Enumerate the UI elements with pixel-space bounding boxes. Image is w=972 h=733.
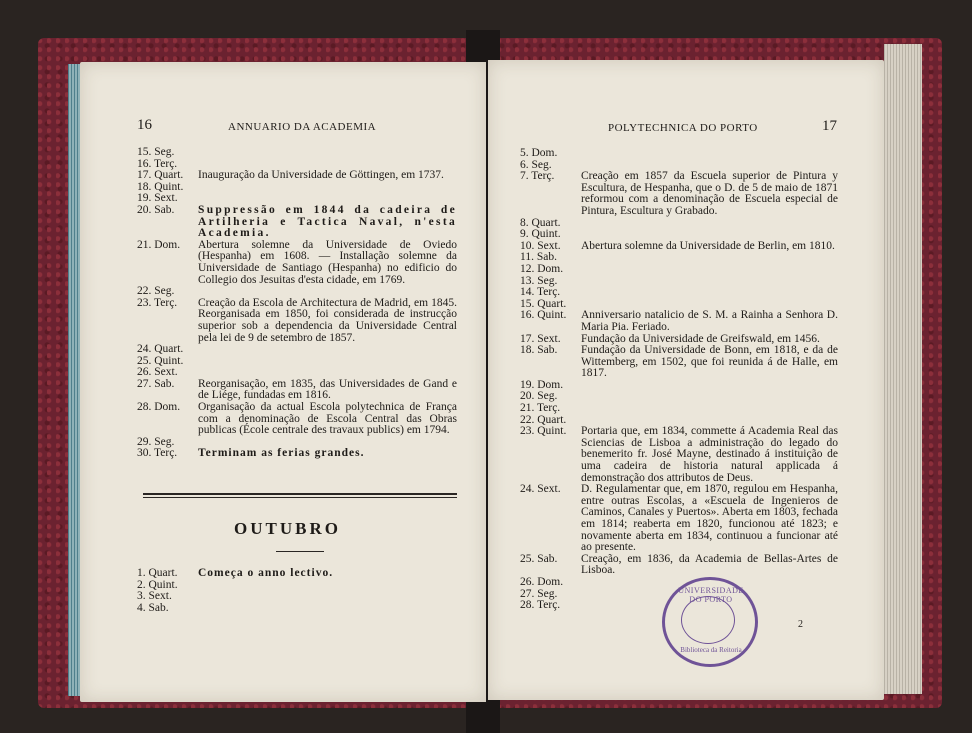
entry-text: Organisação da actual Escola polytechnica de França com a denominação de Escola Central das Obras publicas (École centrale des travaux publics) em 1794. (198, 401, 457, 437)
entry-date: 19. Dom. (520, 378, 564, 391)
entry-text (581, 264, 838, 276)
entry-date: 21. Dom. (137, 238, 181, 251)
entry-date: 19. Sext. (137, 192, 178, 205)
entry-date: 30. Terç. (137, 447, 178, 460)
entry-date: 25. Sab. (520, 552, 558, 565)
entry-date: 23. Quint. (520, 425, 567, 438)
left-running-header: ANNUARIO DA ACADEMIA (228, 121, 377, 133)
entry-text: Creação em 1857 da Escuela superior de Pintura y Escultura, de Hespanha, que o D. de 5 de maio de 1871 reformou com a denominação de Escuela especial de Pintura, Escultura y Grabado. (581, 170, 838, 217)
right-entries (520, 148, 838, 612)
entry-text: Suppressão em 1844 da cadeira de Artilheria e Tactica Naval, n'esta Academia. (198, 203, 457, 240)
right-page-edges (884, 44, 922, 694)
entry-text: Reorganisação, em 1835, das Universidades de Gand e de Liége, fundadas em 1816. (198, 377, 457, 402)
entry-date: 9. Quint. (520, 228, 561, 241)
calendar-entry (137, 240, 457, 286)
entry-date: 15. Seg. (137, 146, 175, 158)
calendar-entry (520, 380, 838, 392)
calendar-entry (137, 402, 457, 437)
entry-date: 8. Quart. (520, 216, 561, 229)
entry-date: 27. Seg. (520, 587, 558, 600)
calendar-entry (137, 580, 457, 592)
library-stamp (662, 577, 758, 667)
entry-text: D. Regulamentar que, em 1870, regulou em Hespanha, entre outras Escolas, a «Escuela de Ingenieros de Caminos, Canales y Puertos». Aberta em 1803, fechada em 1814; reaberta em 1820, funcionou até 1823; e novamente aberta em 1834, continuou a funcionar até ao presente. (581, 483, 838, 554)
entry-text (198, 356, 457, 368)
calendar-entry (520, 252, 838, 264)
entry-date: 20. Seg. (520, 390, 558, 403)
entry-date: 18. Sab. (520, 344, 558, 357)
entry-date: 10. Sext. (520, 239, 561, 252)
entry-date: 4. Sab. (137, 601, 169, 614)
entry-date: 16. Terç. (137, 157, 178, 170)
calendar-entry (520, 276, 838, 288)
entry-date: 11. Sab. (520, 251, 557, 264)
entry-text: Abertura solemne da Universidade de Oviedo (Hespanha) em 1608. — Installação solemne da Universidade de Santiago (Hespanha) no edificio do Collegio dos Jesuitas d'esta cidade, em 1769. (198, 238, 457, 286)
entry-text (581, 391, 838, 403)
entry-text (581, 218, 838, 230)
entry-text: Abertura solemne da Universidade de Berlin, em 1810. (581, 239, 835, 252)
entry-text (198, 344, 457, 356)
calendar-entry (137, 182, 457, 194)
calendar-entry (137, 205, 457, 240)
right-running-header: POLYTECHNICA DO PORTO (608, 122, 758, 134)
entry-date: 5. Dom. (520, 147, 558, 159)
entry-date: 13. Seg. (520, 274, 558, 287)
entry-date: 25. Quint. (137, 354, 184, 367)
entry-date: 20. Sab. (137, 203, 175, 216)
calendar-entry (137, 170, 457, 182)
calendar-entry (520, 554, 838, 577)
entry-text: Inauguração da Universidade de Göttingen, em 1737. (198, 169, 444, 182)
entry-date: 21. Terç. (520, 402, 561, 415)
month-heading: OUTUBRO (234, 519, 341, 538)
entry-date: 18. Quint. (137, 180, 184, 193)
entry-text (581, 380, 838, 392)
entry-text: Terminam as ferias grandes. (198, 447, 365, 460)
entry-text (581, 276, 838, 288)
entry-date: 24. Quart. (137, 343, 184, 356)
entry-text: Anniversario natalicio de S. M. a Rainha a Senhora D. Maria Pia. Feriado. (581, 309, 838, 333)
stamp-top-text: UNIVERSIDADE DO PORTO (678, 586, 744, 604)
stamp-inner-ring (681, 596, 735, 644)
stamp-bottom-text: Biblioteca da Reitoria (680, 646, 742, 654)
calendar-entry (520, 484, 838, 554)
entry-date: 7. Terç. (520, 170, 555, 183)
calendar-entry (520, 391, 838, 403)
calendar-entry (137, 568, 457, 580)
entry-date: 26. Dom. (520, 575, 564, 588)
entry-text (198, 182, 457, 194)
calendar-entry (137, 603, 457, 615)
month-underline (276, 551, 324, 552)
calendar-entry (137, 286, 457, 298)
calendar-entry (137, 147, 457, 159)
entry-text (198, 603, 457, 615)
entry-text (198, 580, 457, 592)
calendar-entry (520, 345, 838, 380)
entry-date: 17. Sext. (520, 332, 561, 345)
section-rule-top (143, 493, 457, 495)
calendar-entry (520, 287, 838, 299)
entry-date: 3. Sext. (137, 590, 172, 603)
entry-text (581, 229, 838, 241)
entry-date: 23. Terç. (137, 296, 178, 309)
calendar-entry (137, 448, 457, 460)
calendar-entry (137, 356, 457, 368)
calendar-entry (520, 148, 838, 160)
entry-date: 28. Terç. (520, 599, 561, 612)
entry-text (198, 147, 457, 159)
calendar-entry (520, 241, 838, 253)
left-page-number: 16 (137, 117, 152, 133)
month-entries (137, 568, 457, 614)
entry-date: 16. Quint. (520, 309, 567, 322)
entry-date: 17. Quart. (137, 169, 184, 182)
entry-text (198, 286, 457, 298)
entry-date: 29. Seg. (137, 435, 175, 448)
calendar-entry (137, 298, 457, 344)
entry-date: 28. Dom. (137, 401, 181, 414)
entry-text (581, 252, 838, 264)
left-entries (137, 147, 457, 460)
entry-text: Creação, em 1836, da Academia de Bellas-Artes de Lisboa. (581, 552, 838, 577)
entry-date: 1. Quart. (137, 567, 178, 579)
entry-date: 27. Sab. (137, 377, 175, 390)
entry-date: 15. Quart. (520, 297, 567, 310)
calendar-entry (137, 379, 457, 402)
calendar-entry (137, 591, 457, 603)
entry-date: 14. Terç. (520, 286, 561, 299)
calendar-entry (520, 426, 838, 484)
entry-date: 12. Dom. (520, 262, 564, 275)
signature-mark: 2 (798, 619, 803, 630)
entry-text (581, 287, 838, 299)
right-page-number: 17 (822, 118, 837, 134)
entry-text: Fundação da Universidade de Bonn, em 1818, e da de Wittemberg, em 1502, que foi reunida á de Halle, em 1817. (581, 344, 838, 380)
entry-date: 26. Sext. (137, 366, 178, 379)
entry-date: 22. Quart. (520, 413, 567, 426)
calendar-entry (520, 403, 838, 415)
entry-text (581, 403, 838, 415)
entry-text (581, 148, 838, 160)
calendar-entry (520, 171, 838, 217)
calendar-entry (520, 310, 838, 333)
calendar-entry (137, 344, 457, 356)
entry-date: 6. Seg. (520, 158, 552, 171)
calendar-entry (520, 218, 838, 230)
calendar-entry (520, 229, 838, 241)
entry-text: Creação da Escola de Architectura de Madrid, em 1845. Reorganisada em 1850, foi considerada de instrucção superior sob a dependencia da Universidade Central pela lei de 9 de setembro de 1857. (198, 296, 457, 344)
entry-date: 22. Seg. (137, 285, 175, 298)
entry-text: Começa o anno lectivo. (198, 567, 334, 579)
left-page-edges (68, 64, 80, 696)
entry-date: 24. Sext. (520, 483, 561, 496)
entry-text: Portaria que, em 1834, commette á Academia Real das Sciencias de Lisboa a administração do legado do benemerito fr. José Mayne, destinado á instituição de uma cadeira de historia natural applicada á demonstração dos attributos de Deus. (581, 425, 838, 484)
section-rule-bottom (143, 497, 457, 498)
entry-text: Fundação da Universidade de Greifswald, em 1456. (581, 332, 820, 345)
entry-date: 2. Quint. (137, 578, 178, 591)
calendar-entry (520, 264, 838, 276)
entry-text (198, 591, 457, 603)
